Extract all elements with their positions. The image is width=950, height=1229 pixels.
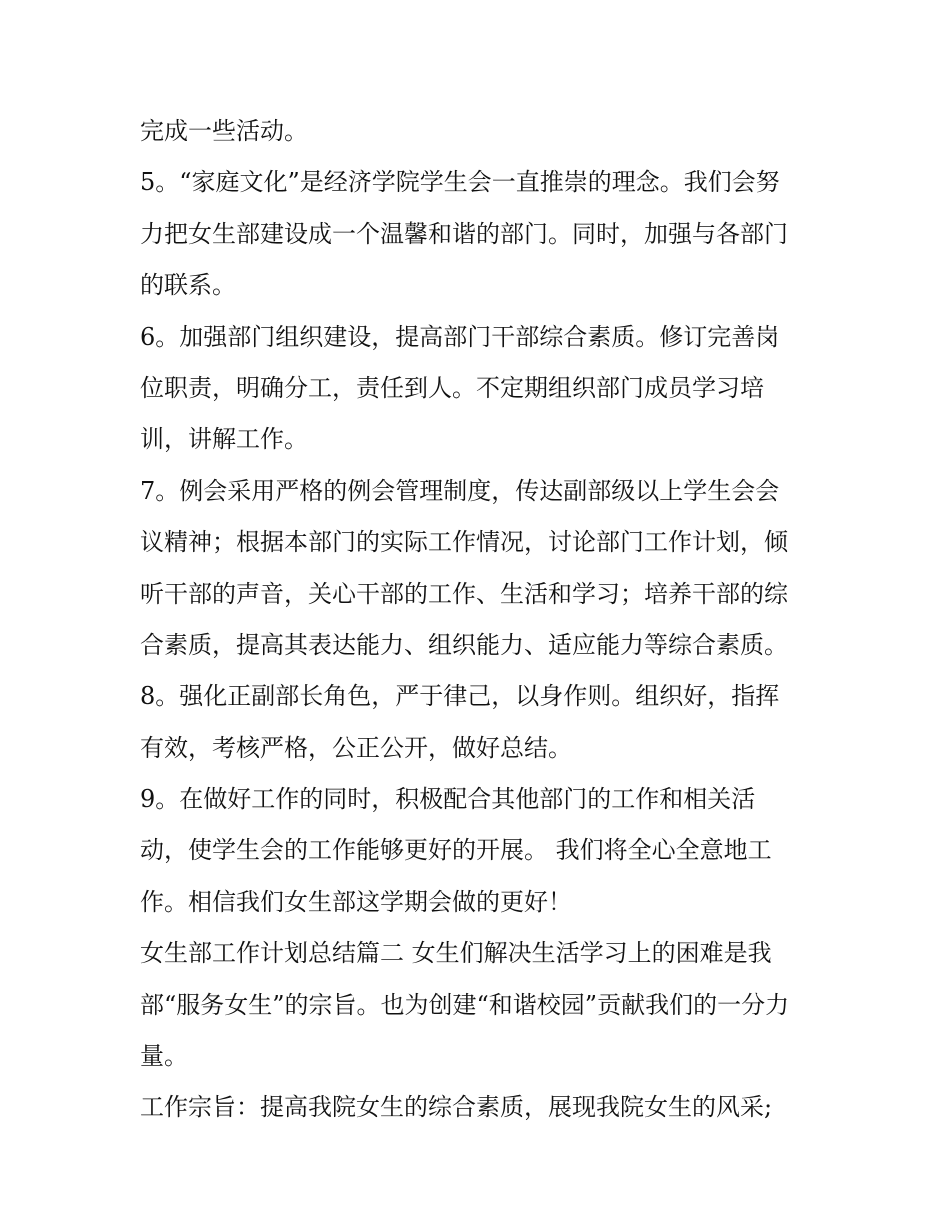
text-line: 女生部工作计划总结篇二 女生们解决生活学习上的困难是我 [140,939,772,968]
text-line: 6。加强部门组织建设，提高部门干部综合素质。修订完善岗 [140,322,780,351]
text-line: 训，讲解工作。 [140,425,308,454]
text-line: 7。例会采用严格的例会管理制度，传达副部级以上学生会会 [140,476,780,505]
text-line: 位职责，明确分工，责任到人。不定期组织部门成员学习培 [140,373,764,402]
text-line: 动，使学生会的工作能够更好的开展。 我们将全心全意地工 [140,836,772,865]
text-line: 合素质，提高其表达能力、组织能力、适应能力等综合素质。 [140,630,788,659]
document-body [140,106,830,1134]
text-line: 有效，考核严格，公正公开，做好总结。 [140,733,572,762]
text-line: 议精神；根据本部门的实际工作情况，讨论部门工作计划，倾 [140,528,788,557]
text-line: 工作宗旨：提高我院女生的综合素质，展现我院女生的风采; [140,1093,773,1122]
text-line: 8。强化正副部长角色，严于律己，以身作则。组织好，指挥 [140,682,780,711]
text-line: 量。 [140,1042,188,1071]
text-line: 完成一些活动。 [140,117,308,145]
text-line: 部“服务女生”的宗旨。也为创建“和谐校园”贡献我们的一分力 [140,990,790,1019]
text-line: 的联系。 [140,271,236,300]
text-line: 作。相信我们女生部这学期会做的更好！ [140,887,572,916]
text-line: 听干部的声音，关心干部的工作、生活和学习；培养干部的综 [140,579,788,608]
text-line: 5。“家庭文化”是经济学院学生会一直推崇的理念。我们会努 [140,168,780,197]
text-line: 9。在做好工作的同时，积极配合其他部门的工作和相关活 [140,785,756,814]
text-line: 力把女生部建设成一个温馨和谐的部门。同时，加强与各部门 [140,219,788,248]
